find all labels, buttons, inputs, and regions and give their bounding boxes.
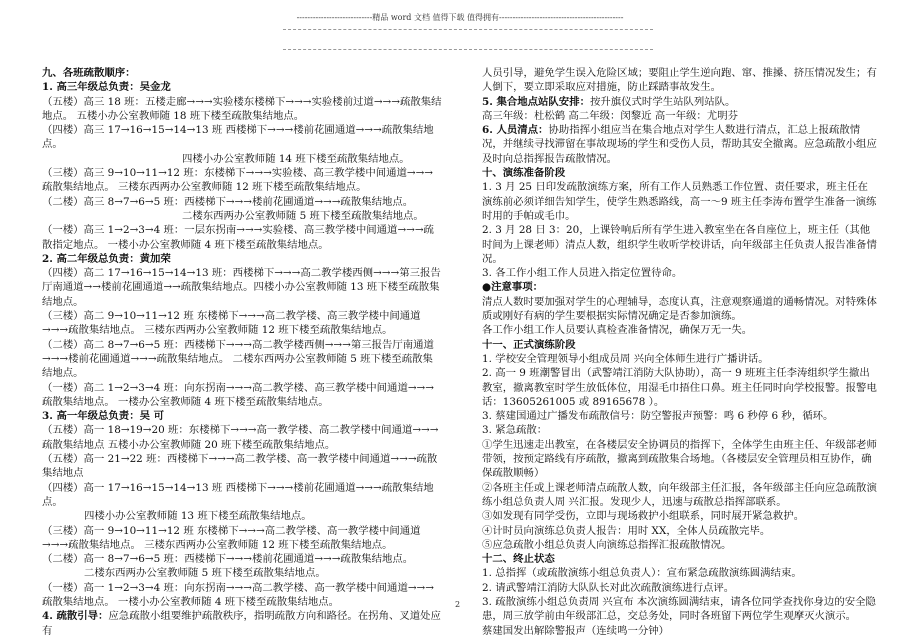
paragraph: （二楼）高一 8→7→6→5 班：西楼梯下→→→楼前花圃通道→→→疏散集结地点。 xyxy=(42,553,414,566)
paragraph: ①学生迅速走出教室，在各楼层安全协调员的指挥下，全体学生由班主任、年级部老师带领，按预定路线有序疏散，撤离到疏散集合场地。（各楼层安全管理员相互协作，确保疏散顺畅） xyxy=(482,438,877,480)
header-rule-2 xyxy=(283,49,653,50)
paragraph: （三楼）高三 9→10→11→12 班：东楼梯下→→→实验楼、高三教学楼中间通道→→→疏散集结地点。 三楼东西两办公室教师随 12 班下楼至疏散集结地点。 xyxy=(42,167,434,194)
paragraph: 四楼小办公室教师随 13 班下楼至疏散集结地点。 xyxy=(84,510,312,523)
paragraph: 人员引导，避免学生误入危险区域；要阻止学生逆向跑、窜、推搡、挤压情况发生；有人倒下，要立即采取应对措施，防止踩踏事故发生。 xyxy=(482,67,877,94)
paragraph: （五楼）高三 18 班：五楼走廊→→→实验楼东楼梯下→→→实验楼前过道→→→疏散集结地点。 五楼小办公室教师随 18 班下楼至疏散集结地点。 xyxy=(42,95,442,122)
paragraph: ③如发现有同学受伤，立即与现场救护小组联系，同时展开紧急救护。 xyxy=(482,510,805,523)
paragraph: （四楼）高三 17→16→15→14→13 班 西楼梯下→→→楼前花圃通道→→→疏散集结地点。 xyxy=(42,124,434,151)
paragraph: 2. 高一 9 班潮警冒出（武警靖江消防大队协助），高一 9 班班主任李涛组织学生撤出教室，撤离教室时学生放低体位，用湿毛巾捂住口鼻。班主任同时向学校报警。报警电话：13605261005 或 89165678 ）。 xyxy=(482,367,877,408)
paragraph: 2. 3 月 28 日 3：20，上课铃响后所有学生进入教室坐在各自座位上，班主任（其他时间为上课老师）清点人数，组织学生收听学校讲话，向年级部主任负责人报告准备情况。 xyxy=(482,224,877,265)
paragraph: 3. 蔡建国通过广播发布疏散信号：防空警报声预警：鸣 6 秒停 6 秒，循环。 xyxy=(482,410,834,423)
paragraph: 3. 各工作小组工作人员进入指定位置待命。 xyxy=(482,267,683,280)
section-heading: 3. 高一年级总负责：吴 可 xyxy=(42,410,164,423)
paragraph: 4. 疏散引导：应急疏散小组要维护疏散秩序，指明疏散方向和路径。在拐角、叉道处应有 xyxy=(42,610,441,637)
paragraph-lead: 4. 疏散引导： xyxy=(42,610,109,623)
section-heading: 九、各班疏散顺序： xyxy=(42,67,136,79)
paragraph: （二楼）高二 8→7→6→5 班：西楼梯下→→→高二教学楼西侧→→→第三报告厅南通道→→→楼前花圃通道→→→疏散集结地点。 二楼东西两办公室教师随 5 班下楼至疏散集结地点。 xyxy=(42,338,434,380)
paragraph: 清点人数时要加强对学生的心理辅导，态度认真，注意观察通道的通畅情况。对特殊体质或刚好有病的学生要根据实际情况确定是否参加演练。 xyxy=(482,295,877,323)
paragraph: 2. 请武警靖江消防大队队长对此次疏散演练进行点评。 xyxy=(482,581,735,594)
paragraph: 5. 集合地点站队安排：按升旗仪式时学生站队列站队。 xyxy=(482,95,736,108)
paragraph: 1. 3 月 25 日印发疏散演练方案，所有工作人员熟悉工作位置、责任要求，班主任在演练前必须详细告知学生，使学生熟悉路线，高一～9 班主任李涛布置学生准备一演练时用的手帕或毛巾。 xyxy=(482,181,877,222)
paragraph: 3. 疏散演练小组总负责周 兴宣布 本次演练圆满结束，请各位同学查找你身边的安全隐患，周三放学前由年级部汇总，交总务处，同时各班留下两位学生观摩灭火演示。 xyxy=(482,595,876,623)
paragraph: （四楼）高二 17→16→15→14→13 班：西楼梯下→→→高二教学楼西侧→→→第三报告厅南通道→→楼前花圃通道→→疏散集结地点。四楼小办公室教师随 13 班下楼至疏散集结地点。 xyxy=(42,267,441,308)
paragraph: 1. 总指挥（或疏散演练小组总负责人）：宣布紧急疏散演练圆满结束。 xyxy=(482,567,802,580)
paragraph-lead: 5. 集合地点站队安排： xyxy=(482,95,590,108)
paragraph: 二楼东西两办公室教师随 5 班下楼至疏散集结地点。 xyxy=(84,567,326,580)
paragraph: 蔡建国发出解除警报声（连续鸣一分钟） xyxy=(482,624,670,637)
left-column xyxy=(42,66,442,638)
paragraph: （四楼）高一 17→16→15→14→13 班 西楼梯下→→→楼前花圃通道→→→疏散集结地点。 xyxy=(42,481,434,508)
section-heading: 十一、正式演练阶段 xyxy=(482,338,576,351)
paragraph: （一楼）高一 1→2→3→4 班：向东拐南→→→高二教学楼、高一教学楼中间通道→→→疏散集结地点。 一楼小办公室教师随 4 班下楼至疏散集结地点。 xyxy=(42,581,434,608)
paragraph: （一楼）高二 1→2→3→4 班：向东拐南→→→高二教学楼、高三教学楼中间通道→→→疏散集结地点。 一楼办公室教师随 4 班下楼至疏散集结地点。 xyxy=(42,381,434,408)
header-rule xyxy=(283,29,653,30)
right-column xyxy=(482,66,877,638)
paragraph: 二楼东西两办公室教师随 5 班下楼至疏散集结地点。 xyxy=(182,209,424,222)
section-heading: ●注意事项： xyxy=(482,281,544,294)
section-heading: 1. 高三年级总负责：吴金龙 xyxy=(42,81,171,94)
paragraph: 高三年级：杜松鹤 高二年级：闵黎近 高一年级：尤明芬 xyxy=(482,109,738,122)
paragraph: 6. 人员清点：协助指挥小组应当在集合地点对学生人数进行清点，汇总上报疏散情况，并继续寻找滞留在事故现场的学生和受伤人员，帮助其安全撤离。应急疏散小组应及时向总指挥报告疏散情况。 xyxy=(482,124,877,165)
page-number: 2 xyxy=(455,600,461,609)
paragraph: 1. 学校安全管理领导小组成员周 兴向全体师生进行广播讲话。 xyxy=(482,352,769,365)
paragraph: 四楼小办公室教师随 14 班下楼至疏散集结地点。 xyxy=(182,152,410,165)
paragraph: （五楼）高一 21→22 班：西楼梯下→→→高二教学楼、高一教学楼中间通道→→→疏散集结地点 xyxy=(42,453,438,480)
paragraph: ⑤应急疏散小组总负责人向演练总指挥汇报疏散情况。 xyxy=(482,538,732,551)
paragraph: （五楼）高一 18→19→20 班：东楼梯下→→→高一教学楼、高二教学楼中间通道→→→疏散集结地点 五楼小办公室教师随 20 班下楼至疏散集结地点。 xyxy=(42,424,439,451)
paragraph: ②各班主任或上课老师清点疏散人数，向年级部主任汇报，各年级部主任向应急疏散演练小组总负责人周 兴汇报。发现少人，迅速与疏散总指挥部联系。 xyxy=(482,481,877,508)
paragraph: （三楼）高二 9→10→11→12 班 东楼梯下→→→高二教学楼、高三教学楼中间通道→→→疏散集结地点。 三楼东西两办公室教师随 12 班下楼至疏散集结地点。 xyxy=(42,310,421,337)
paragraph: ④计时员向演练总负责人报告：用时 XX，全体人员疏散完毕。 xyxy=(482,524,771,537)
paragraph: （三楼）高一 9→10→11→12 班 东楼梯下→→→高二教学楼、高一教学楼中间通道→→→疏散集结地点。 三楼东西两办公室教师随 12 班下楼至疏散集结地点。 xyxy=(42,524,421,551)
section-heading: 十、演练准备阶段 xyxy=(482,167,566,180)
paragraph: （二楼）高三 8→7→6→5 班：西楼梯下→→→楼前花圃通道→→→疏散集结地点。 xyxy=(42,195,414,208)
paragraph-lead: 6. 人员清点： xyxy=(482,124,549,137)
paragraph: 3. 紧急疏散： xyxy=(482,424,548,437)
section-heading: 2. 高二年级总负责：黄加荣 xyxy=(42,252,171,265)
paragraph: （一楼）高三 1→2→3→4 班：一层东拐南→→→实验楼、高三教学楼中间通道→→→疏散指定地点。 一楼小办公室教师随 4 班下楼至疏散集结地点。 xyxy=(42,224,434,251)
paragraph: 各工作小组工作人员要认真检查准备情况，确保万无一失。 xyxy=(482,324,753,337)
page-header: ----------------------------精品 word 文档 值得下载 值得拥有---------------------------------------------- xyxy=(296,13,624,22)
section-heading: 十二、终止状态 xyxy=(482,553,555,566)
